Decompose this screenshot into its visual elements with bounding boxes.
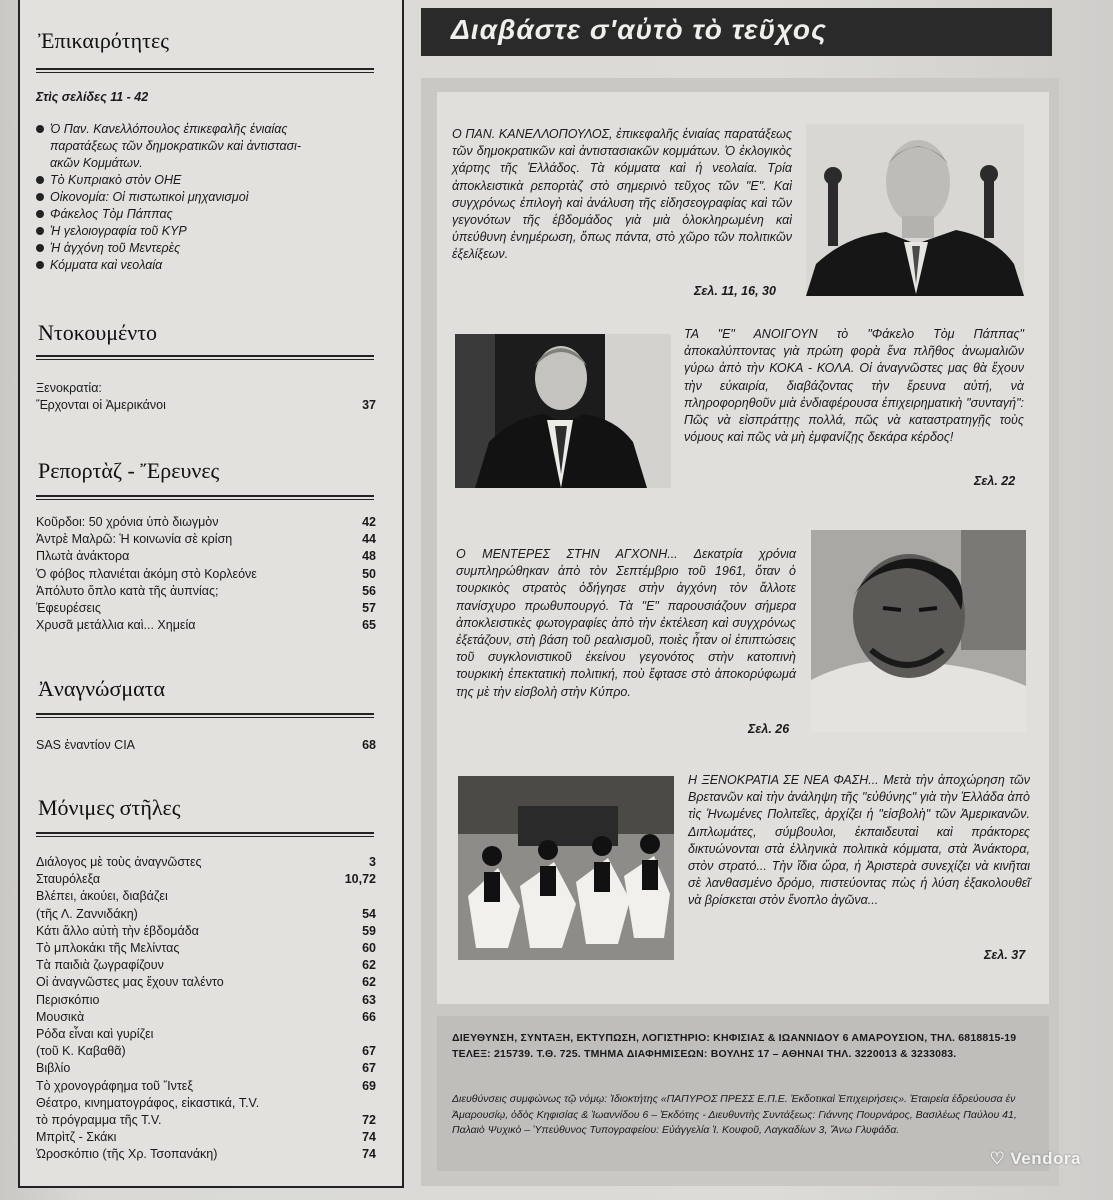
bullet-item bbox=[36, 206, 376, 223]
section-title-readings: Ἀναγνώσματα bbox=[38, 676, 166, 701]
list-item bbox=[36, 566, 376, 583]
header-title: Διαβάστε σ'αὐτὸ τὸ τεῦχος bbox=[451, 14, 827, 45]
item-label: Μουσικὰ bbox=[36, 1009, 85, 1024]
article-pappas-text: ΤΑ "Ε" ΑΝΟΙΓΟΥΝ τὸ "Φάκελο Τὸμ Πάππας" ἀποκαλύπτοντας γιὰ πρώτη φορὰ ἕνα πλῆθος ἀνωμαλιῶν γύρω ἀπὸ τὴν ΚΟΚΑ - ΚΟΛΑ. Οἱ ἀναγνῶστες μας θὰ ἔχουν τὴν εὐκαιρία, διαβάζοντας τὴν ἔρευνα αὐτή, νὰ πληροφορηθοῦν μιὰ ἐνδιαφέρουσα ἐπιχειρηματικὴ "συνταγή": Πῶς νὰ εἰσπράττῃς πολλά, πῶς νὰ καταστρατηγῇς τοὺς νόμους καὶ πῶς νὰ μὴ ἐμφανίζῃς δεκάρα κέρδος! bbox=[684, 327, 1024, 445]
item-page: 69 bbox=[362, 1078, 376, 1093]
bullet-item bbox=[36, 172, 376, 189]
list-item bbox=[36, 854, 376, 871]
bullet-text: Ἡ ἀγχόνη τοῦ Μεντερὲς bbox=[50, 241, 181, 255]
item-label: Ρόδα εἶναι καὶ γυρίζει bbox=[36, 1027, 154, 1041]
bullet-dot bbox=[36, 210, 44, 218]
item-label: (τοῦ Κ. Καβαθᾶ) bbox=[36, 1044, 126, 1059]
item-page: 10,72 bbox=[344, 872, 376, 887]
heart-icon: ♡ bbox=[989, 1149, 1011, 1168]
contents-column bbox=[18, 0, 404, 1188]
bullet-continuation: παρατάξεως τῶν δημοκρατικῶν καὶ ἀντιστασι- bbox=[50, 139, 302, 153]
item-label: Διάλογος μὲ τοὺς ἀναγνῶστες bbox=[36, 855, 202, 869]
item-label: Οἱ ἀναγνῶστες μας ἔχουν ταλέντο bbox=[36, 975, 224, 990]
watermark-text: Vendora bbox=[1010, 1149, 1081, 1168]
bullet-item bbox=[36, 223, 376, 240]
header-banner bbox=[421, 8, 1052, 56]
article-kanellopoulos-text: Ο ΠΑΝ. ΚΑΝΕΛΛΟΠΟΥΛΟΣ, ἐπικεφαλῆς ἑνιαίας παρατάξεως τῶν δημοκρατικῶν καὶ ἀντιστασιακῶν κομμάτων. Ὁ ἐκλογικὸς χάρτης τῆς Ἑλλάδος. Τὰ κόμματα καὶ ἡ νεολαία. Τρία ἀποκλειστικὰ ρεπορτὰζ στὸ σημερινὸ τεῦχος τῶν "Ε". Καὶ συγχρόνως ἐπιλογὴ καὶ ἀνάλυση τῆς εἰδησεογραφίας καὶ τῶν γεγονότων τῆς ἑβδομάδος γιὰ μιὰ ὁλοκληρωμένη καὶ ὑπεύθυνη ἐνημέρωση, ὅπως πάντα, στὸ χῶρο τῶν πολιτικῶν ἐξελίξεων. bbox=[452, 127, 792, 262]
item-label: (τῆς Λ. Ζαννιδάκη) bbox=[36, 906, 138, 921]
item-page: 37 bbox=[362, 398, 376, 412]
article-pappas-page: Σελ. 22 bbox=[974, 474, 1016, 488]
bullet-dot bbox=[36, 261, 44, 269]
item-page: 74 bbox=[362, 1147, 376, 1162]
list-item bbox=[36, 617, 376, 634]
list-item bbox=[36, 531, 376, 548]
list-item bbox=[36, 1078, 376, 1095]
item-label: τὸ πρόγραμμα τῆς T.V. bbox=[36, 1113, 162, 1127]
list-item bbox=[36, 1129, 376, 1146]
bullet-text: Ὁ Παν. Κανελλόπουλος ἐπικεφαλῆς ἑνιαίας bbox=[50, 122, 288, 136]
portrait-image bbox=[811, 530, 1026, 732]
section-title-current-affairs: Ἐπικαιρότητες bbox=[38, 28, 169, 53]
section-rule bbox=[36, 68, 374, 73]
item-page: 57 bbox=[362, 601, 376, 615]
item-label: Θέατρο, κινηματογράφος, εἰκαστικά, T.V. bbox=[36, 1095, 260, 1110]
item-page: 67 bbox=[362, 1061, 376, 1076]
imprint-address: ΔΙΕΥΘΥΝΣΗ, ΣΥΝΤΑΞΗ, ΕΚΤΥΠΩΣΗ, ΛΟΓΙΣΤΗΡΙΟ: ΚΗΦΙΣΙΑΣ & ΙΩΑΝΝΙΔΟΥ 6 ΑΜΑΡΟΥΣΙΟΝ, ΤΗΛ. 6818815-19 ΤΕΛΕΞ: 215739. Τ.Θ. 725. ΤΜΗΜΑ ΔΙΑΦΗΜΙΣΕΩΝ: ΒΟΥΛΗΣ 17 – ΑΘΗΝΑΙ ΤΗΛ. 3220013 & 3233083. bbox=[452, 1032, 1017, 1060]
list-item bbox=[36, 923, 376, 940]
article-xenokratia-text: Η ΞΕΝΟΚΡΑΤΙΑ ΣΕ ΝΕΑ ΦΑΣΗ... Μετὰ τὴν ἀποχώρηση τῶν Βρετανῶν καὶ τὴν ἀνάληψη τῆς "εὐθύνης" γιὰ τὴν Ἑλλάδα ἀπὸ τὶς Ἡνωμένες Πολιτεῖες, ἀρχίζει ἡ "εἰσβολὴ" τῶν Ἀμερικανῶν. Διπλωμάτες, σύμβουλοι, ἐκπαιδευταὶ καὶ πράκτορες δικτυώνονται στὰ ἑλληνικὰ πολιτικὰ κόμματα, στὰ Ἀνάκτορα, στὸν στρατό... Τὴν ἴδια ὥρα, ἡ Ἀριστερὰ συνεχίζει νὰ κινῆται σὲ λανθασμένο δρόμο, πιστεύοντας πὼς ἡ λύση ἐξακολουθεῖ νὰ βρίσκεται στὸν ἔνοπλο ἀγῶνα... bbox=[688, 773, 1030, 908]
list-item bbox=[36, 888, 376, 905]
bullet-dot bbox=[36, 244, 44, 252]
list-item bbox=[36, 1095, 376, 1112]
item-label: Κοῦρδοι: 50 χρόνια ὑπὸ διωγμὸν bbox=[36, 515, 219, 529]
item-page: 66 bbox=[362, 1009, 376, 1024]
item-label: Τὸ μπλοκάκι τῆς Μελίντας bbox=[36, 941, 180, 955]
item-page: 63 bbox=[362, 992, 376, 1007]
list-item bbox=[36, 974, 376, 991]
section-rule bbox=[36, 832, 374, 837]
item-label: Κάτι ἄλλο αὐτὴ τὴν ἑβδομάδα bbox=[36, 923, 199, 938]
list-item bbox=[36, 583, 376, 600]
item-label: Χρυσᾶ μετάλλια καὶ... Χημεία bbox=[36, 618, 196, 633]
list-item bbox=[36, 992, 376, 1009]
item-page: 62 bbox=[362, 958, 376, 973]
item-label: Τὸ χρονογράφημα τοῦ Ἴντεξ bbox=[36, 1078, 193, 1093]
bullet-continuation: ακῶν Κομμάτων. bbox=[50, 156, 143, 170]
item-label: Περισκόπιο bbox=[36, 992, 100, 1007]
item-label: Βλέπει, ἀκούει, διαβάζει bbox=[36, 889, 168, 904]
item-page: 74 bbox=[362, 1130, 376, 1145]
item-label: Σταυρόλεξα bbox=[36, 872, 101, 887]
list-item bbox=[36, 957, 376, 974]
item-page: 48 bbox=[362, 549, 376, 564]
list-item bbox=[36, 1009, 376, 1026]
article-menderes-text: Ο ΜΕΝΤΕΡΕΣ ΣΤΗΝ ΑΓΧΟΝΗ... Δεκατρία χρόνια συμπληρώθηκαν ἀπὸ τὸν Σεπτέμβριο τοῦ 1961, ὅταν ὁ τουρκικὸς στρατὸς ὁδήγησε στὴν ἀγχόνη τὸν ἄλλοτε πανίσχυρο πρωθυπουργό. Τὰ "Ε" παρουσιάζουν σήμερα ἀποκλειστικὲς φωτογραφίες ἀπὸ τὴν ἐκτέλεση καὶ συγχρόνως ἐξετάζουν, στὴ βάση τοῦ ρεαλισμοῦ, ποιὲς ἦταν οἱ ἐπιπτώσεις τοῦ συγκλονιστικοῦ ἐκείνου γεγονότος στὴν κατοπινὴ τουρκικὴ ἐπεκτατικὴ πολιτική, ποὺ ἔφτασε στὸ ἀποκορύφωμά της μὲ τὴν εἰσβολὴ στὴν Κύπρο. bbox=[456, 547, 796, 699]
section-rule bbox=[36, 713, 374, 718]
list-item bbox=[36, 1060, 376, 1077]
item-page: 50 bbox=[362, 566, 376, 581]
watermark-logo bbox=[989, 1149, 1081, 1169]
bullet-text: Ἡ γελοιογραφία τοῦ ΚΥΡ bbox=[50, 224, 187, 238]
list-item bbox=[36, 940, 376, 957]
photo-evzones-parade bbox=[458, 776, 674, 960]
pages-note-text: Στὶς σελίδες 11 - 42 bbox=[36, 90, 149, 104]
item-label: Ξενοκρατία: bbox=[36, 381, 102, 395]
item-label: Βιβλίο bbox=[36, 1061, 71, 1076]
section-title-reports: Ρεπορτὰζ - Ἔρευνες bbox=[38, 458, 220, 483]
item-label: Ἔρχονται οἱ Ἀμερικάνοι bbox=[36, 398, 166, 412]
portrait-image bbox=[806, 124, 1024, 296]
item-label: Ὁ φόβος πλανιέται ἀκόμη στὸ Κορλεόνε bbox=[36, 566, 257, 581]
item-page: 68 bbox=[362, 738, 376, 752]
bullet-dot bbox=[36, 193, 44, 201]
list-item bbox=[36, 1146, 376, 1163]
portrait-image bbox=[455, 334, 671, 488]
section-title-document: Ντοκουμέντο bbox=[38, 320, 158, 345]
item-page: 44 bbox=[362, 532, 376, 547]
bullet-item bbox=[36, 257, 376, 274]
article-kanellopoulos-page: Σελ. 11, 16, 30 bbox=[694, 284, 776, 298]
section-title-columns: Μόνιμες στῆλες bbox=[38, 795, 181, 820]
bullet-text: Φάκελος Τὸμ Πάππας bbox=[50, 207, 173, 221]
item-label: Ἐφευρέσεις bbox=[36, 601, 101, 615]
bullet-item bbox=[36, 240, 376, 257]
parade-image bbox=[458, 776, 674, 960]
list-item bbox=[36, 514, 376, 531]
bullet-item bbox=[36, 189, 376, 206]
section-rule bbox=[36, 355, 374, 360]
item-label: Μπρὶτζ - Σκάκι bbox=[36, 1130, 117, 1145]
item-label: Ὡροσκόπιο (τῆς Χρ. Τσοπανάκη) bbox=[36, 1147, 218, 1162]
item-page: 62 bbox=[362, 975, 376, 990]
bullet-text: Οἰκονομία: Οἱ πιστωτικοὶ μηχανισμοὶ bbox=[50, 190, 249, 204]
bullet-dot bbox=[36, 227, 44, 235]
photo-tom-pappas bbox=[455, 334, 671, 488]
item-page: 3 bbox=[369, 855, 376, 869]
item-label: Πλωτὰ ἀνάκτορα bbox=[36, 549, 130, 564]
pages-note bbox=[36, 89, 376, 106]
list-item bbox=[36, 1026, 376, 1043]
item-page: 65 bbox=[362, 618, 376, 633]
item-page: 56 bbox=[362, 583, 376, 598]
item-page: 67 bbox=[362, 1044, 376, 1059]
item-page: 54 bbox=[362, 906, 376, 921]
item-label: Ἀντρὲ Μαλρῶ: Ἡ κοινωνία σὲ κρίση bbox=[36, 532, 233, 547]
list-item bbox=[36, 737, 376, 754]
item-page: 59 bbox=[362, 923, 376, 938]
item-label: Ἀπόλυτο ὅπλο κατὰ τῆς ἀυπνίας; bbox=[36, 583, 219, 598]
photo-kanellopoulos bbox=[806, 124, 1024, 296]
bullet-dot bbox=[36, 125, 44, 133]
list-item bbox=[36, 397, 376, 414]
list-item bbox=[36, 548, 376, 565]
item-page: 72 bbox=[362, 1113, 376, 1127]
item-page: 42 bbox=[362, 515, 376, 529]
bullet-dot bbox=[36, 176, 44, 184]
item-label: Τὰ παιδιὰ ζωγραφίζουν bbox=[36, 958, 164, 973]
list-item bbox=[36, 380, 376, 397]
item-page: 60 bbox=[362, 941, 376, 955]
photo-menderes bbox=[811, 530, 1026, 732]
bullet-text: Κόμματα καὶ νεολαία bbox=[50, 258, 163, 272]
list-item bbox=[36, 1043, 376, 1060]
bullet-item bbox=[36, 121, 376, 138]
section-rule bbox=[36, 495, 374, 500]
article-xenokratia-page: Σελ. 37 bbox=[984, 948, 1026, 962]
list-item bbox=[36, 600, 376, 617]
list-item bbox=[36, 1112, 376, 1129]
list-item bbox=[36, 871, 376, 888]
item-label: SAS ἐναντίον CIA bbox=[36, 738, 136, 752]
imprint-legal: Διευθύνσεις συμφώνως τῷ νόμῳ: Ἰδιοκτήτης «ΠΑΠΥΡΟΣ ΠΡΕΣΣ Ε.Π.Ε. Ἐκδοτικαὶ Ἐπιχειρήσεις». Ἑταιρεία ἑδρεύουσα ἐν Ἀμαρουσίῳ, ὁδὸς Κηφισίας & Ἰωαννίδου 6 – Ἐκδότης - Διευθυντὴς Συντάξεως: Γιάννης Πουρνάρος, Βασιλέως Παύλου 41, Παλαιὸ Ψυχικὸ – Ὑπεύθυνος Τυπογραφείου: Εὐάγγελία Ἰ. Κουφοῦ, Λαγκαδίων 3, Ἄνω Γλυφάδα. bbox=[452, 1093, 1017, 1136]
list-item bbox=[36, 906, 376, 923]
article-menderes-page: Σελ. 26 bbox=[748, 722, 790, 736]
bullet-text: Τὸ Κυπριακὸ στὸν ΟΗΕ bbox=[50, 173, 182, 187]
